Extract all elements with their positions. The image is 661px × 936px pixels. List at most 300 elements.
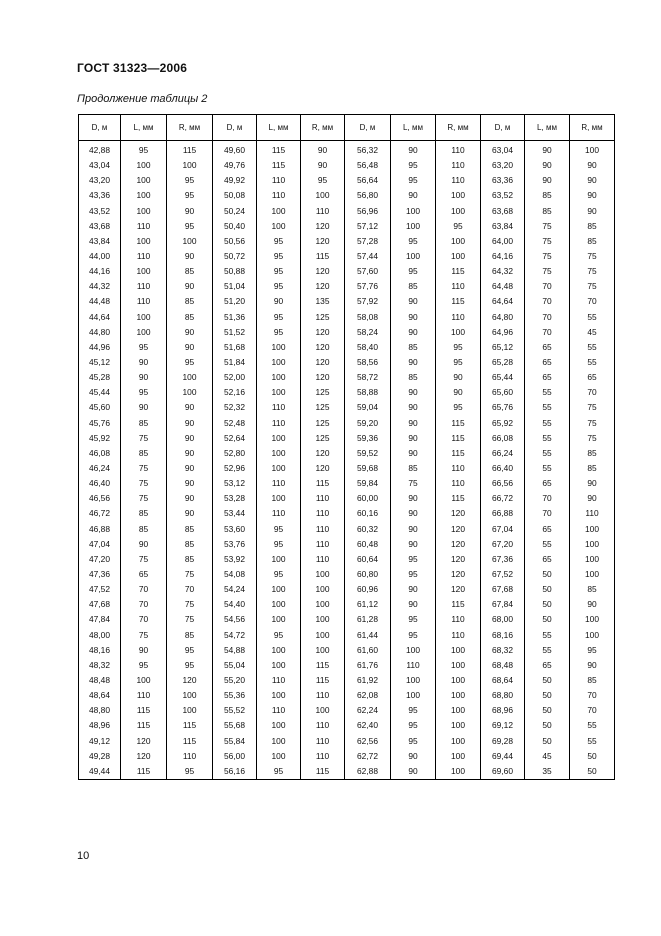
table-cell: 75 <box>167 597 213 612</box>
table-cell: 90 <box>167 400 213 415</box>
table-cell: 110 <box>301 733 345 748</box>
table-cell: 44,32 <box>79 279 121 294</box>
table-row <box>79 703 615 718</box>
table-cell: 85 <box>121 506 167 521</box>
table-cell: 90 <box>121 355 167 370</box>
table-cell: 75 <box>121 628 167 643</box>
table-cell: 47,36 <box>79 567 121 582</box>
table-cell: 100 <box>257 718 301 733</box>
table-cell: 44,16 <box>79 264 121 279</box>
table-cell: 125 <box>301 400 345 415</box>
table-cell: 60,80 <box>345 567 391 582</box>
table-cell: 70 <box>525 279 570 294</box>
table-cell: 70 <box>121 597 167 612</box>
table-cell: 100 <box>167 158 213 173</box>
table-row <box>79 612 615 627</box>
table-cell: 67,04 <box>481 522 525 537</box>
table-cell: 66,72 <box>481 491 525 506</box>
table-cell: 95 <box>301 173 345 188</box>
table-cell: 125 <box>301 431 345 446</box>
table-cell: 100 <box>257 431 301 446</box>
table-cell: 58,08 <box>345 310 391 325</box>
table-cell: 110 <box>257 416 301 431</box>
table-cell: 110 <box>436 612 481 627</box>
table-cell: 68,48 <box>481 658 525 673</box>
table-cell: 100 <box>436 718 481 733</box>
table-cell: 120 <box>301 340 345 355</box>
table-cell: 64,48 <box>481 279 525 294</box>
table-body <box>79 141 615 780</box>
table-cell: 100 <box>257 355 301 370</box>
table-cell: 90 <box>391 597 436 612</box>
table-cell: 43,04 <box>79 158 121 173</box>
table-cell: 50 <box>525 718 570 733</box>
table-row <box>79 234 615 249</box>
table-cell: 90 <box>167 431 213 446</box>
table-cell: 54,24 <box>213 582 257 597</box>
table-cell: 90 <box>391 325 436 340</box>
table-cell: 90 <box>391 310 436 325</box>
table-cell: 60,48 <box>345 537 391 552</box>
table-cell: 65 <box>121 567 167 582</box>
table-cell: 44,80 <box>79 325 121 340</box>
table-cell: 90 <box>167 491 213 506</box>
table-cell: 90 <box>167 204 213 219</box>
table-cell: 110 <box>257 188 301 203</box>
table-cell: 62,56 <box>345 733 391 748</box>
table-cell: 57,12 <box>345 219 391 234</box>
table-cell: 46,88 <box>79 522 121 537</box>
table-cell: 90 <box>391 385 436 400</box>
table-cell: 100 <box>301 628 345 643</box>
table-cell: 100 <box>570 522 615 537</box>
table-cell: 49,92 <box>213 173 257 188</box>
column-header: R, мм <box>301 115 345 141</box>
table-cell: 90 <box>570 491 615 506</box>
table-cell: 62,24 <box>345 703 391 718</box>
table-cell: 55,84 <box>213 733 257 748</box>
table-cell: 90 <box>391 582 436 597</box>
table-cell: 64,00 <box>481 234 525 249</box>
table-cell: 100 <box>167 370 213 385</box>
table-cell: 90 <box>167 476 213 491</box>
table-cell: 55 <box>525 416 570 431</box>
table-cell: 65 <box>570 370 615 385</box>
table-row <box>79 476 615 491</box>
table-cell: 85 <box>391 340 436 355</box>
table-cell: 50,88 <box>213 264 257 279</box>
table-cell: 120 <box>121 733 167 748</box>
table-cell: 55 <box>525 446 570 461</box>
table-cell: 95 <box>121 340 167 355</box>
table-cell: 95 <box>167 355 213 370</box>
table-row <box>79 173 615 188</box>
table-cell: 120 <box>301 370 345 385</box>
table-cell: 115 <box>301 673 345 688</box>
table-cell: 100 <box>121 673 167 688</box>
table-cell: 90 <box>391 188 436 203</box>
table-cell: 90 <box>301 141 345 159</box>
table-cell: 70 <box>570 294 615 309</box>
table-cell: 65,44 <box>481 370 525 385</box>
table-cell: 55 <box>525 385 570 400</box>
table-cell: 100 <box>257 582 301 597</box>
table-cell: 120 <box>121 749 167 764</box>
table-cell: 70 <box>525 325 570 340</box>
table-cell: 90 <box>121 370 167 385</box>
page-number: 10 <box>77 850 90 862</box>
table-cell: 53,28 <box>213 491 257 506</box>
table-cell: 100 <box>570 537 615 552</box>
table-cell: 47,04 <box>79 537 121 552</box>
table-cell: 115 <box>301 249 345 264</box>
data-table <box>78 114 615 780</box>
table-cell: 55 <box>525 537 570 552</box>
table-cell: 43,68 <box>79 219 121 234</box>
table-cell: 48,48 <box>79 673 121 688</box>
table-cell: 85 <box>167 310 213 325</box>
column-header: R, мм <box>436 115 481 141</box>
table-cell: 95 <box>391 733 436 748</box>
table-cell: 62,08 <box>345 688 391 703</box>
table-cell: 66,24 <box>481 446 525 461</box>
table-row <box>79 658 615 673</box>
table-cell: 70 <box>525 506 570 521</box>
table-cell: 50 <box>525 703 570 718</box>
table-cell: 56,32 <box>345 141 391 159</box>
table-cell: 70 <box>525 294 570 309</box>
table-cell: 115 <box>436 431 481 446</box>
table-cell: 110 <box>436 461 481 476</box>
table-cell: 68,64 <box>481 673 525 688</box>
table-cell: 45,44 <box>79 385 121 400</box>
table-cell: 63,20 <box>481 158 525 173</box>
table-cell: 75 <box>391 476 436 491</box>
table-cell: 67,20 <box>481 537 525 552</box>
table-cell: 75 <box>570 431 615 446</box>
table-cell: 45,60 <box>79 400 121 415</box>
table-cell: 61,60 <box>345 643 391 658</box>
table-cell: 90 <box>525 173 570 188</box>
table-cell: 48,96 <box>79 718 121 733</box>
table-cell: 110 <box>436 279 481 294</box>
table-cell: 110 <box>121 688 167 703</box>
table-cell: 115 <box>257 141 301 159</box>
table-cell: 67,84 <box>481 597 525 612</box>
table-cell: 95 <box>436 355 481 370</box>
table-cell: 75 <box>570 279 615 294</box>
table-cell: 95 <box>257 249 301 264</box>
table-cell: 75 <box>570 416 615 431</box>
table-cell: 100 <box>436 643 481 658</box>
table-row <box>79 141 615 159</box>
table-cell: 100 <box>301 643 345 658</box>
table-cell: 100 <box>436 688 481 703</box>
table-cell: 95 <box>570 643 615 658</box>
table-cell: 50 <box>525 688 570 703</box>
table-cell: 90 <box>570 204 615 219</box>
table-cell: 110 <box>301 204 345 219</box>
table-cell: 100 <box>391 688 436 703</box>
table-cell: 55,04 <box>213 658 257 673</box>
table-cell: 65 <box>525 340 570 355</box>
table-cell: 110 <box>121 219 167 234</box>
table-cell: 52,80 <box>213 446 257 461</box>
table-row <box>79 370 615 385</box>
table-cell: 115 <box>121 718 167 733</box>
table-cell: 55 <box>570 355 615 370</box>
table-cell: 100 <box>257 370 301 385</box>
table-cell: 56,96 <box>345 204 391 219</box>
table-cell: 110 <box>301 718 345 733</box>
table-row <box>79 416 615 431</box>
table-cell: 52,00 <box>213 370 257 385</box>
table-row <box>79 279 615 294</box>
table-cell: 62,40 <box>345 718 391 733</box>
table-cell: 110 <box>436 628 481 643</box>
table-cell: 44,96 <box>79 340 121 355</box>
table-cell: 50,08 <box>213 188 257 203</box>
table-cell: 110 <box>301 749 345 764</box>
table-row <box>79 188 615 203</box>
table-row <box>79 249 615 264</box>
table-cell: 100 <box>391 643 436 658</box>
table-cell: 46,56 <box>79 491 121 506</box>
table-cell: 70 <box>525 310 570 325</box>
table-cell: 95 <box>167 173 213 188</box>
table-cell: 95 <box>121 658 167 673</box>
table-cell: 110 <box>121 279 167 294</box>
table-cell: 55,20 <box>213 673 257 688</box>
table-cell: 75 <box>121 461 167 476</box>
table-row <box>79 158 615 173</box>
table-cell: 60,32 <box>345 522 391 537</box>
table-cell: 95 <box>167 658 213 673</box>
table-cell: 125 <box>301 416 345 431</box>
table-cell: 95 <box>391 173 436 188</box>
table-cell: 61,44 <box>345 628 391 643</box>
table-cell: 48,16 <box>79 643 121 658</box>
table-cell: 110 <box>301 491 345 506</box>
table-cell: 42,88 <box>79 141 121 159</box>
table-cell: 46,72 <box>79 506 121 521</box>
table-cell: 64,80 <box>481 310 525 325</box>
table-cell: 90 <box>525 141 570 159</box>
table-cell: 100 <box>570 141 615 159</box>
table-row <box>79 506 615 521</box>
table-cell: 110 <box>121 249 167 264</box>
table-cell: 120 <box>301 219 345 234</box>
table-cell: 110 <box>257 173 301 188</box>
column-header: R, мм <box>167 115 213 141</box>
table-row <box>79 431 615 446</box>
table-cell: 50 <box>525 733 570 748</box>
table-cell: 100 <box>301 597 345 612</box>
table-cell: 90 <box>391 431 436 446</box>
table-cell: 68,32 <box>481 643 525 658</box>
table-cell: 95 <box>121 385 167 400</box>
table-cell: 90 <box>121 400 167 415</box>
table-cell: 55 <box>525 431 570 446</box>
table-cell: 52,48 <box>213 416 257 431</box>
table-cell: 90 <box>391 294 436 309</box>
column-header: L, мм <box>121 115 167 141</box>
table-cell: 48,32 <box>79 658 121 673</box>
table-cell: 100 <box>257 204 301 219</box>
table-cell: 100 <box>436 703 481 718</box>
table-cell: 63,68 <box>481 204 525 219</box>
table-cell: 95 <box>436 219 481 234</box>
table-cell: 100 <box>257 643 301 658</box>
table-cell: 85 <box>391 370 436 385</box>
table-cell: 90 <box>391 416 436 431</box>
table-cell: 100 <box>257 552 301 567</box>
table-cell: 64,32 <box>481 264 525 279</box>
table-cell: 100 <box>257 749 301 764</box>
table-cell: 58,40 <box>345 340 391 355</box>
table-cell: 59,52 <box>345 446 391 461</box>
table-cell: 75 <box>167 567 213 582</box>
table-cell: 95 <box>257 279 301 294</box>
table-row <box>79 219 615 234</box>
table-cell: 75 <box>525 219 570 234</box>
table-cell: 55 <box>525 628 570 643</box>
table-cell: 85 <box>570 582 615 597</box>
table-cell: 100 <box>121 234 167 249</box>
table-cell: 64,16 <box>481 249 525 264</box>
table-cell: 90 <box>167 446 213 461</box>
table-cell: 55 <box>570 733 615 748</box>
table-cell: 49,28 <box>79 749 121 764</box>
table-caption: Продолжение таблицы 2 <box>77 93 208 105</box>
table-cell: 95 <box>257 567 301 582</box>
table-cell: 100 <box>257 461 301 476</box>
table-cell: 100 <box>436 658 481 673</box>
table-cell: 100 <box>391 249 436 264</box>
table-cell: 65,12 <box>481 340 525 355</box>
table-cell: 95 <box>391 703 436 718</box>
table-cell: 110 <box>301 506 345 521</box>
table-cell: 100 <box>257 597 301 612</box>
table-cell: 110 <box>436 476 481 491</box>
table-cell: 110 <box>301 552 345 567</box>
table-cell: 85 <box>525 188 570 203</box>
table-cell: 115 <box>257 158 301 173</box>
table-cell: 75 <box>570 264 615 279</box>
table-cell: 45,12 <box>79 355 121 370</box>
table-cell: 50 <box>525 612 570 627</box>
table-cell: 61,28 <box>345 612 391 627</box>
table-cell: 50 <box>570 749 615 764</box>
table-cell: 90 <box>391 749 436 764</box>
table-cell: 95 <box>436 340 481 355</box>
table-cell: 100 <box>257 612 301 627</box>
table-cell: 110 <box>301 537 345 552</box>
table-cell: 110 <box>301 688 345 703</box>
table-cell: 60,64 <box>345 552 391 567</box>
table-cell: 95 <box>391 612 436 627</box>
table-cell: 52,64 <box>213 431 257 446</box>
table-cell: 65,28 <box>481 355 525 370</box>
table-cell: 115 <box>301 476 345 491</box>
table-cell: 85 <box>121 522 167 537</box>
table-cell: 51,84 <box>213 355 257 370</box>
table-cell: 90 <box>167 340 213 355</box>
table-cell: 115 <box>436 446 481 461</box>
table-cell: 100 <box>301 612 345 627</box>
table-row <box>79 461 615 476</box>
table-cell: 115 <box>301 764 345 780</box>
table-cell: 68,96 <box>481 703 525 718</box>
table-cell: 60,96 <box>345 582 391 597</box>
table-cell: 58,88 <box>345 385 391 400</box>
table-cell: 65 <box>525 522 570 537</box>
table-row <box>79 582 615 597</box>
table-cell: 120 <box>301 264 345 279</box>
table-cell: 100 <box>167 234 213 249</box>
table-cell: 70 <box>570 688 615 703</box>
table-cell: 95 <box>391 158 436 173</box>
table-cell: 85 <box>167 628 213 643</box>
table-cell: 65 <box>525 370 570 385</box>
table-cell: 120 <box>436 567 481 582</box>
table-cell: 66,08 <box>481 431 525 446</box>
table-cell: 59,36 <box>345 431 391 446</box>
table-cell: 90 <box>391 764 436 780</box>
table-cell: 69,28 <box>481 733 525 748</box>
table-cell: 62,88 <box>345 764 391 780</box>
table-cell: 68,80 <box>481 688 525 703</box>
table-cell: 51,52 <box>213 325 257 340</box>
table-cell: 85 <box>570 446 615 461</box>
table-cell: 75 <box>525 264 570 279</box>
table-cell: 95 <box>257 628 301 643</box>
table-cell: 120 <box>301 234 345 249</box>
table-row <box>79 264 615 279</box>
table-cell: 70 <box>121 582 167 597</box>
table-cell: 95 <box>436 400 481 415</box>
table-row <box>79 749 615 764</box>
table-cell: 110 <box>436 173 481 188</box>
table-cell: 49,76 <box>213 158 257 173</box>
table-cell: 64,64 <box>481 294 525 309</box>
table-row <box>79 567 615 582</box>
table-cell: 90 <box>436 370 481 385</box>
table-cell: 67,52 <box>481 567 525 582</box>
table-cell: 75 <box>121 431 167 446</box>
table-cell: 75 <box>121 491 167 506</box>
table-cell: 100 <box>257 385 301 400</box>
table-row <box>79 522 615 537</box>
table-cell: 35 <box>525 764 570 780</box>
table-cell: 90 <box>570 173 615 188</box>
table-cell: 54,56 <box>213 612 257 627</box>
table-cell: 75 <box>525 249 570 264</box>
table-cell: 48,64 <box>79 688 121 703</box>
table-cell: 100 <box>570 628 615 643</box>
table-cell: 47,20 <box>79 552 121 567</box>
table-cell: 100 <box>436 325 481 340</box>
table-cell: 49,60 <box>213 141 257 159</box>
table-cell: 125 <box>301 310 345 325</box>
table-cell: 60,16 <box>345 506 391 521</box>
table-cell: 95 <box>257 522 301 537</box>
table-cell: 47,52 <box>79 582 121 597</box>
table-cell: 85 <box>167 264 213 279</box>
table-cell: 90 <box>301 158 345 173</box>
table-cell: 90 <box>167 506 213 521</box>
table-cell: 49,44 <box>79 764 121 780</box>
